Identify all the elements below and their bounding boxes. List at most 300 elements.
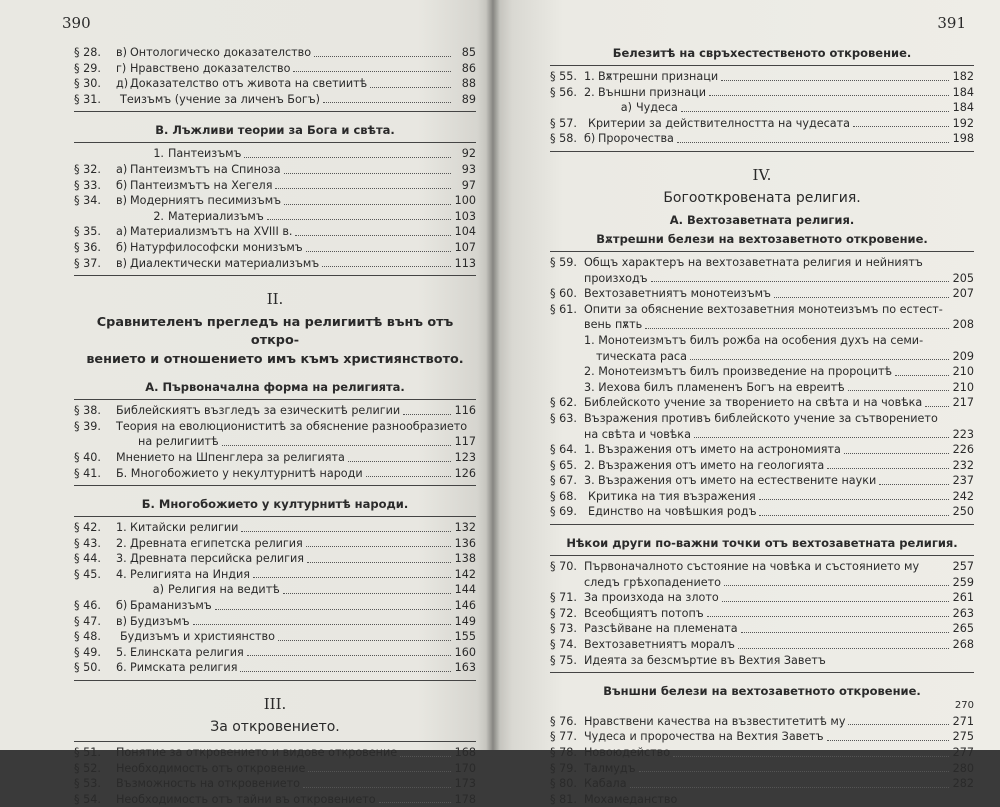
toc-entry-number: а) [116, 162, 128, 176]
toc-entry [74, 745, 476, 761]
toc-entry [550, 792, 974, 807]
toc-entry-text: Възражения противъ библейското учение за сътворението [584, 411, 938, 425]
toc-entry-page: 268 [952, 638, 974, 652]
toc-entry-section: § 34. [74, 194, 101, 208]
toc-entry-section: § 53. [74, 777, 101, 791]
toc-entry [550, 85, 974, 101]
toc-entry [74, 450, 476, 466]
toc-entry-number: 2. [584, 458, 595, 472]
toc-entry-number: д) [116, 77, 129, 91]
toc-entry-section: § 68. [550, 489, 577, 503]
toc-entry-text: Материализъмъ [168, 209, 264, 223]
leader-dots [284, 173, 451, 174]
toc-entry-section: § 48. [74, 630, 101, 644]
toc-entry [74, 551, 476, 567]
toc-entry [550, 333, 974, 349]
toc-entry-text: 1. Монотеизмътъ билъ рожба на особения духъ на семи- [584, 333, 924, 347]
toc-entry-page: 155 [454, 630, 476, 644]
toc-entry-number: 3. [584, 474, 595, 488]
leader-dots [759, 499, 949, 500]
toc-entry-number: а) [116, 225, 128, 239]
toc-entry-section: § 70. [550, 560, 577, 574]
toc-entry [74, 761, 476, 777]
toc-entry-text: Теория на еволюциониститѣ за обяснение разнообразието [116, 419, 468, 433]
toc-entry-text: Диалектически материализъмъ [130, 256, 320, 270]
toc-entry-text: Възражения отъ името на геологията [598, 458, 825, 472]
leader-dots [694, 437, 949, 438]
section-heading-old-testament: А. Вехтозаветната религия. [669, 212, 855, 227]
part-title: Богооткровената религия. [663, 189, 861, 206]
divider [74, 485, 476, 486]
toc-entry-text: Древната персийска религия [130, 552, 305, 566]
toc-entry-section: § 37. [74, 256, 101, 270]
leader-dots [306, 251, 451, 252]
toc-entry-number: б) [116, 240, 128, 254]
toc-entry-section: § 60. [550, 287, 577, 301]
toc-entry-section: § 67. [550, 474, 577, 488]
toc-entry-page: 88 [461, 77, 476, 91]
toc-entry [550, 761, 974, 777]
toc-entry-number: б) [116, 178, 128, 192]
toc-entry-section: § 74. [550, 638, 577, 652]
toc-entry [74, 582, 476, 598]
part-number: II. [266, 290, 284, 309]
toc-entry [550, 504, 974, 520]
toc-entry-section: § 77. [550, 730, 577, 744]
toc-entry-section: § 52. [74, 761, 101, 775]
toc-entry [550, 489, 974, 505]
toc-entry-page: 100 [454, 194, 476, 208]
toc-entry-page: 280 [952, 761, 974, 775]
section-heading-supernatural: Белезитѣ на свръхестественото откровение. [612, 46, 912, 60]
toc-entry-number: 1. [153, 147, 164, 161]
toc-entry-section: § 29. [74, 61, 101, 75]
toc-entry-text: Браманизъмъ [130, 599, 212, 613]
toc-entry-text: Вѫтрешни признаци [598, 70, 719, 83]
toc-entry-page: 92 [461, 147, 476, 161]
toc-entry [550, 69, 974, 85]
toc-entry-section: § 40. [74, 450, 101, 464]
toc-entry-text: Първоначалното състояние на човѣка и състоянието му [584, 560, 920, 574]
toc-entry [74, 520, 476, 536]
toc-entry-page: 210 [952, 365, 974, 379]
toc-group-objections [550, 442, 974, 520]
toc-entry-number: в) [116, 46, 127, 59]
toc-entry-page: 149 [454, 614, 476, 628]
toc-entry-section: § 58. [550, 132, 577, 146]
divider [550, 251, 974, 252]
toc-entry [550, 100, 974, 116]
toc-entry-section: § 62. [550, 396, 577, 410]
toc-entry [74, 224, 476, 240]
toc-entry-section: § 43. [74, 536, 101, 550]
toc-group-proofs [74, 45, 476, 107]
toc-entry-text: вень пѫть [584, 318, 643, 332]
leader-dots [244, 157, 451, 158]
toc-entry-text: 2. Монотеизмътъ билъ произведение на пророцитѣ [584, 365, 893, 379]
toc-entry [550, 364, 974, 380]
toc-entry [74, 776, 476, 792]
toc-entry-page: 242 [952, 489, 974, 503]
toc-entry-text: Общъ характеръ на вехтозаветната религия и нейниятъ [584, 255, 923, 269]
toc-entry-section: § 63. [550, 411, 577, 425]
toc-entry-section: § 32. [74, 162, 101, 176]
toc-entry-text: Модерниятъ песимизъмъ [130, 194, 282, 208]
leader-dots [370, 87, 451, 88]
toc-entry-page: 138 [454, 552, 476, 566]
toc-entry-page: 160 [454, 645, 476, 659]
toc-entry-number: в) [116, 614, 127, 628]
toc-entry-text: Пантеизмътъ на Спиноза [130, 162, 281, 176]
toc-entry-number: г) [116, 61, 127, 75]
toc-entry-page: 132 [454, 521, 476, 535]
leader-dots [293, 71, 451, 72]
toc-entry-text: Религия на ведитѣ [168, 583, 280, 597]
section-heading-outer-signs: Външни белези на вехтозаветното откровение. [603, 684, 921, 699]
leader-dots [681, 111, 949, 112]
toc-entry-page: 257 [952, 560, 974, 574]
divider [74, 275, 476, 276]
toc-entry-text: Възражения отъ името на естествените науки [598, 474, 877, 488]
toc-entry-text: Чудеса [636, 101, 678, 115]
toc-entry-number: 3. [116, 552, 127, 566]
section-heading-other-points: Нѣкои други по-важни точки отъ вехтозаветната религия. [566, 536, 958, 551]
toc-entry [550, 559, 974, 575]
leader-dots [853, 126, 949, 127]
toc-entry-text: Необходимость отъ откровение [116, 761, 306, 775]
toc-entry-number: 4. [116, 567, 127, 581]
part-number: III. [263, 695, 287, 714]
leader-dots [348, 461, 451, 462]
toc-entry [550, 116, 974, 132]
part-title: За откровението. [210, 719, 340, 736]
book-gutter [486, 0, 500, 750]
toc-group-polytheism [74, 520, 476, 676]
leader-dots [673, 756, 949, 757]
right-page-content [550, 45, 974, 807]
leader-dots [284, 204, 451, 205]
section-heading-polytheism: Б. Многобожието у културнитѣ народи. [141, 497, 409, 512]
toc-entry [74, 162, 476, 178]
toc-entry [74, 209, 476, 225]
toc-entry-text: Б. Многобожието у некултурнитѣ народи [116, 466, 363, 480]
divider [74, 741, 476, 742]
toc-entry-page: 107 [454, 240, 476, 254]
toc-entry-text: Понятие за откровението и видове откровение [116, 746, 398, 760]
toc-entry-text: Всеобщиятъ потопъ [584, 606, 704, 620]
toc-entry-number: 1. [584, 443, 595, 457]
toc-entry-text: Библейскиятъ възгледъ за езическитѣ религии [116, 404, 401, 418]
toc-entry [74, 536, 476, 552]
right-page-number: 391 [937, 14, 966, 32]
toc-entry-text: Необходимость отъ тайни въ откровението [116, 792, 376, 806]
leader-dots [403, 414, 451, 415]
toc-group-other-points [550, 590, 974, 668]
part-title-line: вението и отношението имъ къмъ християнството. [86, 352, 464, 368]
toc-entry [74, 567, 476, 583]
toc-entry [550, 637, 974, 653]
leader-dots [677, 142, 949, 143]
toc-entry-text: Талмудъ [584, 761, 636, 775]
toc-entry-page: 123 [454, 450, 476, 464]
toc-entry [74, 45, 476, 61]
toc-entry-number: б) [116, 599, 128, 613]
toc-entry [74, 660, 476, 676]
toc-entry-page: 146 [454, 599, 476, 613]
divider [74, 142, 476, 143]
toc-entry [74, 403, 476, 419]
toc-entry-section: § 47. [74, 614, 101, 628]
leader-dots [323, 102, 451, 103]
leader-dots [295, 235, 451, 236]
toc-entry-continuation [550, 575, 974, 591]
toc-entry-text: произходъ [584, 271, 648, 285]
toc-entry-text: Критика на тия възражения [588, 489, 756, 503]
leader-dots [774, 297, 949, 298]
toc-entry-text: Новоюдейство [584, 746, 671, 759]
left-page-number: 390 [62, 14, 91, 32]
leader-dots [827, 740, 949, 741]
toc-entry [74, 629, 476, 645]
toc-entry [74, 61, 476, 77]
toc-entry-number: 1. [584, 70, 595, 83]
toc-entry-page: 223 [952, 427, 974, 441]
toc-entry [74, 419, 476, 435]
leader-dots [275, 188, 451, 189]
toc-entry [550, 606, 974, 622]
toc-entry-page: 232 [952, 458, 974, 472]
toc-entry-page: 117 [454, 435, 476, 449]
leader-dots [215, 609, 451, 610]
toc-entry-number: в) [116, 256, 127, 270]
toc-group-false-theories [74, 146, 476, 271]
leader-dots [366, 476, 451, 477]
toc-entry-page: 93 [461, 162, 476, 176]
toc-entry [550, 590, 974, 606]
toc-entry-number: а) [620, 101, 632, 115]
toc-entry-number: 6. [116, 661, 127, 675]
toc-entry-section: § 79. [550, 761, 577, 775]
toc-entry-section: § 45. [74, 567, 101, 581]
toc-entry-section: § 44. [74, 552, 101, 566]
toc-entry-section: § 76. [550, 714, 577, 728]
toc-entry [550, 621, 974, 637]
leader-dots [308, 771, 451, 772]
leader-dots [645, 328, 949, 329]
leader-dots [722, 601, 949, 602]
toc-entry [550, 729, 974, 745]
toc-entry-section: § 36. [74, 240, 101, 254]
toc-entry-page: 168 [454, 746, 476, 760]
toc-entry-section: § 33. [74, 178, 101, 192]
toc-entry [550, 255, 974, 271]
leader-dots [379, 802, 451, 803]
toc-entry-section: § 72. [550, 606, 577, 620]
leader-dots [253, 577, 451, 578]
toc-entry-section: § 69. [550, 505, 577, 519]
left-page [0, 0, 492, 806]
leader-dots [240, 671, 451, 672]
toc-entry [74, 792, 476, 807]
section-heading-false-theories: В. Лъжливи теории за Бога и свѣта. [155, 123, 395, 138]
leader-dots [222, 434, 451, 446]
toc-entry [550, 745, 974, 761]
leader-dots [322, 266, 451, 267]
toc-entry-page: 282 [952, 777, 974, 791]
toc-entry-section: § 41. [74, 466, 101, 480]
toc-entry-continuation [550, 427, 974, 443]
toc-entry-page: 85 [461, 46, 476, 59]
leader-dots [879, 484, 949, 485]
leader-dots [925, 406, 949, 407]
toc-group-supernatural [550, 69, 974, 147]
toc-entry-section: § 65. [550, 458, 577, 472]
toc-entry-page: 142 [454, 567, 476, 581]
part-title-line: Сравнителенъ прегледъ на религиитѣ вънъ отъ откро- [96, 315, 454, 349]
toc-entry [74, 240, 476, 256]
divider [550, 524, 974, 525]
toc-entry [74, 598, 476, 614]
leader-dots [303, 787, 451, 788]
toc-entry-section: § 30. [74, 77, 101, 91]
toc-entry-page: 104 [454, 225, 476, 239]
toc-entry-page: 86 [461, 61, 476, 75]
toc-entry-page: 163 [454, 661, 476, 675]
toc-entry-page: 209 [952, 349, 974, 363]
toc-entry-text: Възражения отъ името на астрономията [598, 443, 841, 457]
toc-entry-page: 250 [952, 505, 974, 519]
toc-entry-number: б) [584, 132, 596, 146]
toc-entry-text: Онтологическо доказателство [130, 46, 312, 59]
left-page-content [74, 45, 476, 807]
toc-entry-text: Пророчества [598, 132, 674, 146]
leader-dots [639, 771, 949, 772]
toc-group-original-form [74, 403, 476, 434]
toc-entry-text: Материализмътъ на XVIII в. [130, 225, 293, 239]
leader-dots [848, 390, 949, 391]
leader-dots [741, 632, 949, 633]
toc-entry-section: § 59. [550, 255, 577, 269]
toc-entry-section: § 54. [74, 792, 101, 806]
toc-entry-page: 113 [454, 256, 476, 270]
toc-entry-text: Нравствено доказателство [130, 61, 291, 75]
toc-entry-page: 265 [952, 622, 974, 636]
leader-dots [724, 585, 949, 586]
toc-entry-section: § 71. [550, 591, 577, 605]
leader-dots [827, 468, 949, 469]
toc-entry-section: § 73. [550, 622, 577, 636]
leader-dots [400, 756, 451, 757]
leader-dots [630, 787, 949, 788]
section-heading-inner-signs: Вѫтрешни белези на вехтозаветното откровение. [596, 231, 928, 246]
toc-entry [550, 714, 974, 730]
toc-group-original-form-cont [74, 450, 476, 481]
divider [550, 672, 974, 673]
toc-entry-section: § 49. [74, 645, 101, 659]
divider [74, 680, 476, 681]
toc-entry-section: § 51. [74, 746, 101, 760]
toc-entry-text: Пантеизмътъ на Хегеля [130, 178, 273, 192]
toc-entry-text: Възможность на откровението [116, 777, 300, 791]
toc-entry-number: в) [116, 194, 127, 208]
toc-entry-number: 2. [584, 85, 595, 99]
toc-entry-page: 136 [454, 536, 476, 550]
toc-entry-section: § 75. [550, 653, 577, 667]
toc-entry-text: Мнението на Шпенглера за религията [116, 450, 345, 464]
toc-entry [550, 380, 974, 396]
right-page [492, 0, 1000, 806]
toc-entry-text: Външни признаци [598, 85, 706, 99]
toc-entry-text: Вехтозаветниятъ монотеизъмъ [584, 287, 771, 301]
toc-entry-number: 5. [116, 645, 127, 659]
toc-entry-text: Римската религия [130, 661, 238, 675]
toc-entry-page: 170 [454, 761, 476, 775]
toc-entry-page: 237 [952, 474, 974, 488]
toc-entry [550, 473, 974, 489]
toc-entry-page: 144 [454, 583, 476, 597]
toc-entry-text: Пантеизъмъ [168, 147, 242, 161]
toc-entry-number: а) [152, 583, 164, 597]
toc-entry-text: 3. Иехова билъ пламененъ Богъ на евреитѣ [584, 380, 845, 394]
toc-entry-page: 184 [952, 101, 974, 115]
leader-dots [738, 648, 949, 649]
toc-entry-text: Будизъмъ и християнство [120, 630, 275, 644]
toc-entry [550, 131, 974, 147]
toc-entry [74, 92, 476, 108]
toc-entry-text: Натурфилософски монизъмъ [130, 240, 303, 254]
part-number: IV. [752, 165, 772, 184]
toc-entry-text: тическата раса [596, 349, 687, 363]
divider [74, 111, 476, 112]
toc-entry-page: 184 [952, 85, 974, 99]
toc-entry [74, 466, 476, 482]
toc-entry-page: 259 [952, 575, 974, 589]
toc-entry [550, 411, 974, 427]
toc-entry-text: Нравствени качества на възвеститетитѣ му [584, 714, 846, 728]
toc-entry-section: § 80. [550, 777, 577, 791]
divider [74, 399, 476, 400]
toc-entry-page: 116 [454, 404, 476, 418]
toc-entry [550, 458, 974, 474]
divider [550, 151, 974, 152]
toc-entry-text: Мохамеданство [584, 792, 678, 806]
toc-entry-page: 263 [952, 606, 974, 620]
toc-entry [550, 395, 974, 411]
toc-entry-continuation [550, 317, 974, 333]
toc-entry-text: Китайски религии [130, 521, 239, 535]
divider [550, 555, 974, 556]
toc-entry-section: § 31. [74, 92, 101, 106]
toc-entry-section: § 28. [74, 46, 101, 59]
leader-dots [278, 640, 451, 641]
leader-dots [241, 531, 451, 532]
toc-entry-page: 271 [952, 714, 974, 728]
toc-lead-page [550, 698, 974, 714]
toc-entry [550, 302, 974, 318]
leader-dots [759, 515, 949, 516]
toc-entry-text: Елинската религия [130, 645, 244, 659]
toc-entry-text: Будизъмъ [130, 614, 190, 628]
toc-entry-section: § 35. [74, 225, 101, 239]
leader-dots [848, 724, 949, 725]
leader-dots [193, 624, 452, 625]
toc-entry-text: Доказателство отъ живота на светиитѣ [130, 77, 368, 91]
toc-entry-text: Чудеса и пророчества на Вехтия Заветъ [584, 730, 824, 744]
leader-dots [690, 359, 949, 360]
toc-entry-text: Кабала [584, 777, 627, 791]
leader-dots [709, 95, 949, 96]
toc-entry-continuation [550, 271, 974, 287]
